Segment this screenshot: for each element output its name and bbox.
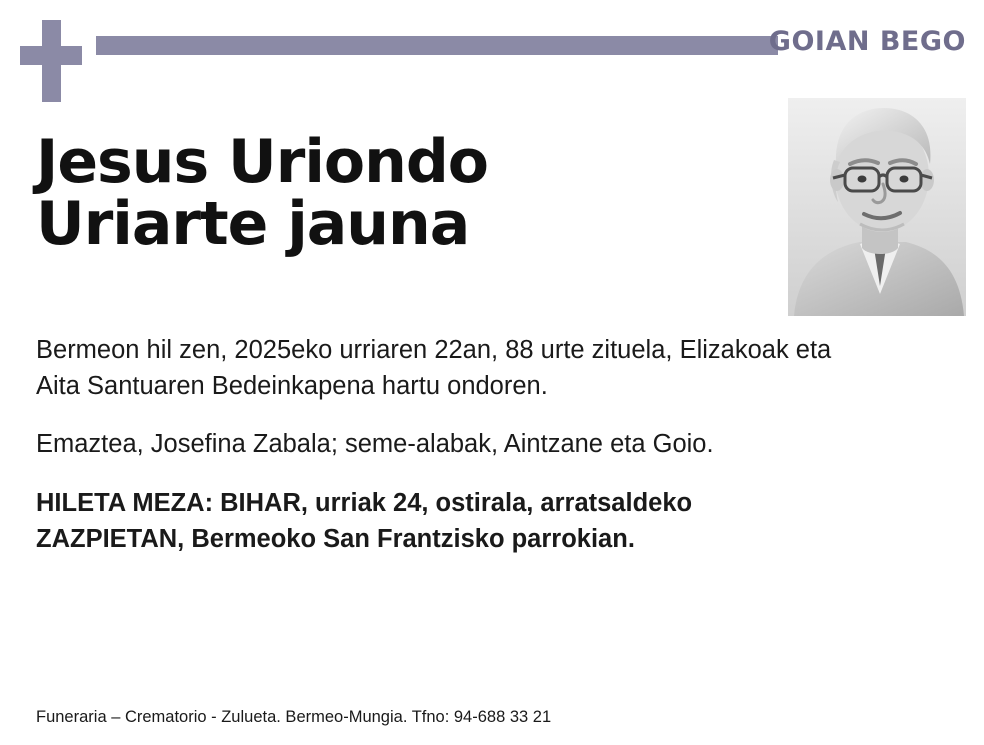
deceased-name-line-2: Uriarte jauna: [36, 188, 470, 259]
goian-bego-label: GOIAN BEGO: [768, 26, 966, 57]
cross-icon: [20, 20, 82, 102]
portrait-illustration: [788, 98, 966, 316]
family-paragraph: Emaztea, Josefina Zabala; seme-alabak, Aintzane eta Goio.: [36, 430, 714, 459]
notice-body: [36, 332, 966, 579]
header-rule: [96, 36, 778, 55]
notice-inner: [20, 10, 966, 733]
funeral-mass-line-2: ZAZPIETAN, Bermeoko San Frantzisko parrokian.: [36, 524, 635, 553]
page-title: [36, 127, 776, 259]
funeral-home-footer: Funeraria – Crematorio - Zulueta. Bermeo-Mungia. Tfno: 94-688 33 21: [36, 708, 552, 726]
cross-horizontal-bar: [20, 46, 82, 65]
notice-header: [20, 10, 966, 102]
funeral-mass-line-1: HILETA MEZA: BIHAR, urriak 24, ostirala, arratsaldeko: [36, 488, 693, 517]
deceased-name-line-1: Jesus Uriondo: [36, 127, 489, 197]
death-details-line-1: Bermeon hil zen, 2025eko urriaren 22an, 88 urte zituela, Elizakoak eta: [36, 336, 832, 364]
funeral-mass-paragraph: [36, 485, 966, 557]
death-details-line-2: Aita Santuaren Bedeinkapena hartu ondoren.: [36, 372, 548, 401]
portrait-photo: [788, 98, 966, 316]
death-details-paragraph: [36, 332, 966, 404]
